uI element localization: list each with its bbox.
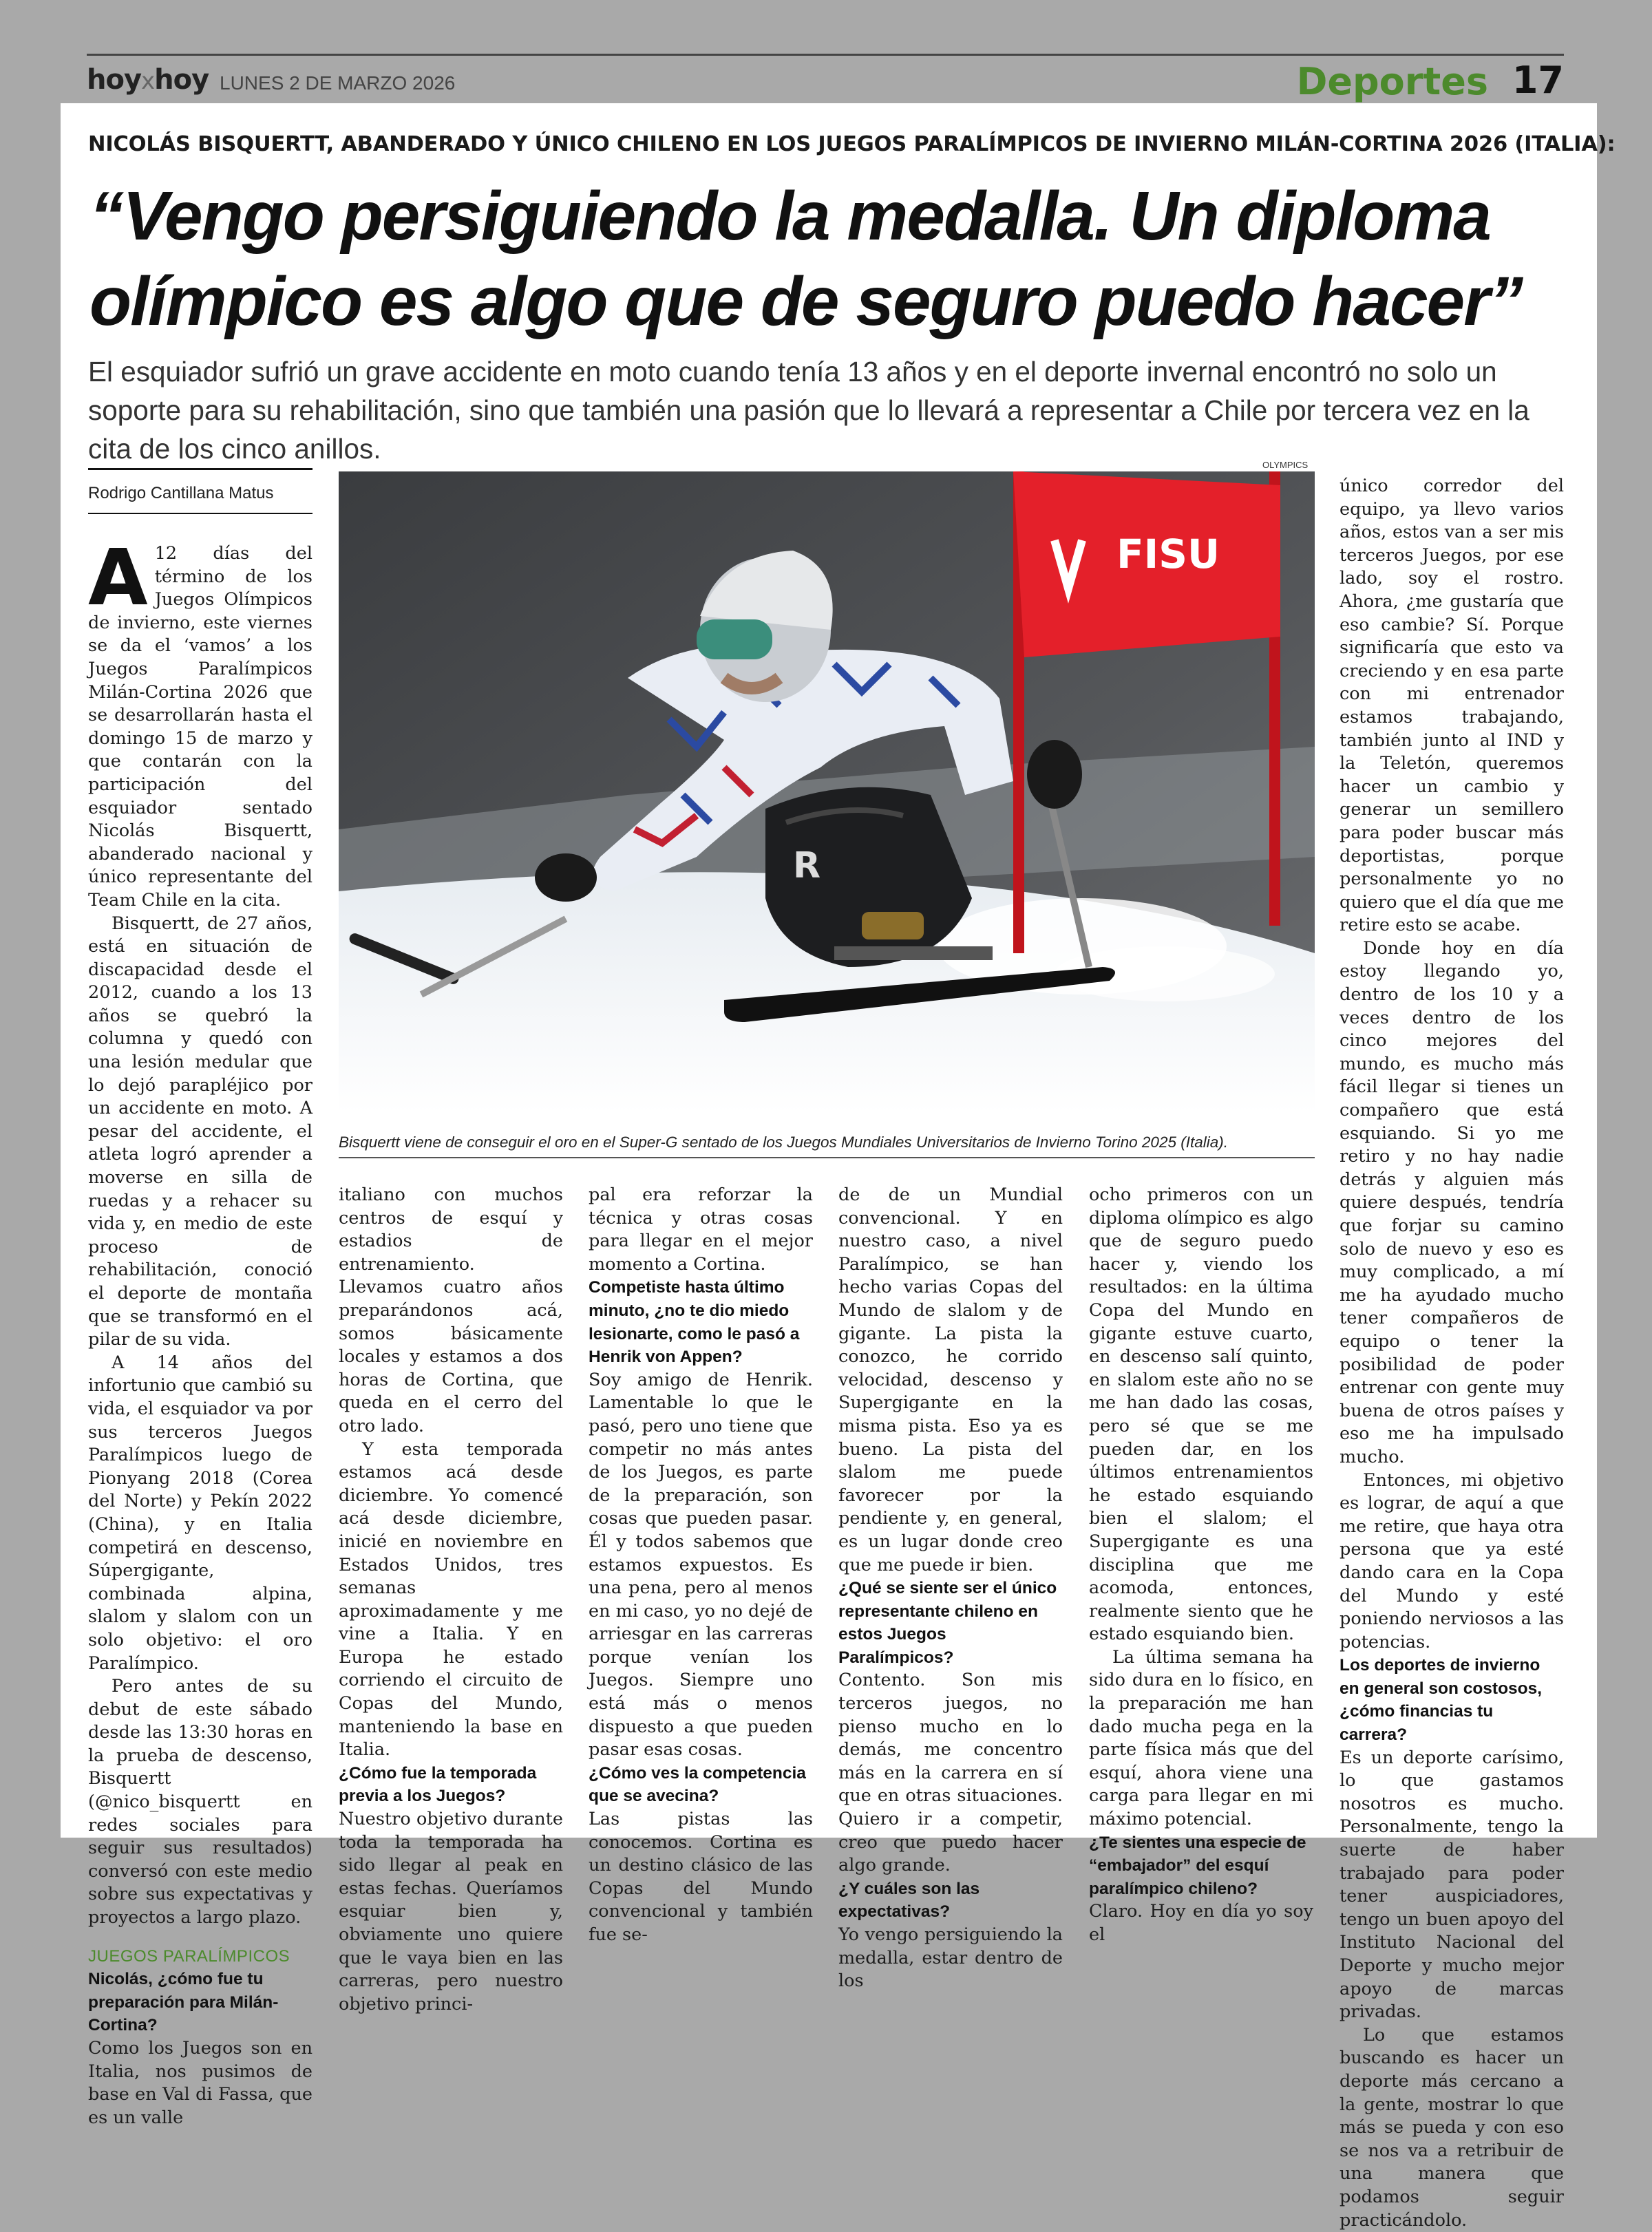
article-column-6 bbox=[1339, 475, 1564, 2232]
article-kicker: NICOLÁS BISQUERTT, ABANDERADO Y ÚNICO CHILENO EN LOS JUEGOS PARALÍMPICOS DE INVIERNO MILÁN-CORTINA 2026 (ITALIA): bbox=[88, 132, 1616, 156]
interview-question: ¿Te sientes una especie de “embajador” del esquí paralímpico chileno? bbox=[1089, 1833, 1306, 1898]
paragraph: italiano con muchos centros de esquí y estadios de entrenamiento. Llevamos cuatro años preparándonos acá, somos básicamente locales y estamos a dos horas de Cortina, que queda en el cerro del otro lado. bbox=[339, 1184, 563, 1436]
photo-caption: Bisquertt viene de conseguir el oro en el Super-G sentado de los Juegos Mundiales Universitarios de Invierno Torino 2025 (Italia). bbox=[339, 1134, 1315, 1158]
paragraph: ocho primeros con un diploma olímpico es algo que de seguro puedo hacer y, viendo los resultados: en la última Copa del Mundo en gigante estuve cuarto, en descenso salí quinto, en slalom este año no se me han dado las cosas, pero sé que se me pueden dar, en los últimos entrenamientos he estado esquiando bien el slalom; el Supergigante es una disciplina que me acomoda, entonces, realmente siento que he estado esquiando bien. bbox=[1089, 1184, 1313, 1645]
section-title: Deportes bbox=[1296, 60, 1488, 103]
interview-question: Los deportes de invierno en general son costosos, ¿cómo financias tu carrera? bbox=[1339, 1656, 1543, 1745]
interview-answer: Como los Juegos son en Italia, nos pusimos de base en Val di Fassa, que es un valle bbox=[88, 2038, 313, 2128]
interview-answer: Claro. Hoy en día yo soy el bbox=[1089, 1901, 1313, 1945]
sit-skier-illustration bbox=[339, 471, 1315, 1113]
paragraph: Lo que estamos buscando es hacer un deporte más cercano a la gente, mostrar lo que más se pueda y con eso se nos va a retribuir de una manera que podamos seguir practicándolo. bbox=[1339, 2024, 1564, 2231]
interview-answer: Es un deporte carísimo, lo que gastamos nosotros es mucho. Personalmente, tengo la suerte de haber trabajado para poder tener auspiciadores, tengo un buen apoyo del Instituto Nacional del Deporte y mucho mejor apoyo de marcas privadas. bbox=[1339, 1747, 1564, 2023]
paragraph: pal era reforzar la técnica y otras cosas para llegar en el mejor momento a Cortina. bbox=[589, 1184, 813, 1275]
paragraph: Y esta temporada estamos acá desde diciembre. Yo comencé acá desde diciembre, inicié en noviembre en Estados Unidos, tres semanas aproximadamente y me vine a Italia. Y en Europa he estado corriendo el circuito de Copas del Mundo, manteniendo la base en Italia. bbox=[339, 1438, 563, 1761]
interview-question: Competiste hasta último minuto, ¿no te dio miedo lesionarte, como le pasó a Henrik von Appen? bbox=[589, 1278, 800, 1367]
interview-question: ¿Y cuáles son las expectativas? bbox=[838, 1879, 980, 1922]
article-photo bbox=[339, 471, 1315, 1113]
paragraph: Bisquertt, de 27 años, está en situación de discapacidad desde el 2012, cuando a los 13 años se quebró la columna y quedó con una lesión medular que lo dejó parapléjico por un accidente en moto. A pesar del accidente, el atleta logró aprender a moverse en silla de ruedas y a rehacer su vida y, en medio de este proceso de rehabilitación, conoció el deporte de montaña que se transformó en el pilar de su vida. bbox=[88, 913, 313, 1350]
interview-question: ¿Cómo fue la temporada previa a los Juegos? bbox=[339, 1763, 537, 1806]
photo-credit: OLYMPICS bbox=[1262, 460, 1309, 470]
paragraph: de de un Mundial convencional. Y en nuestro caso, a nivel Paralímpico, se han hecho varias Copas del Mundo de slalom y de gigante. La pista la conozco, he corrido velocidad, descenso y Supergigante en la misma pista. Eso ya es bueno. La pista del slalom me puede favorecer por la pendiente y, en general, es un lugar donde creo que me puede ir bien. bbox=[838, 1184, 1063, 1575]
interview-question: ¿Cómo ves la competencia que se avecina? bbox=[589, 1763, 806, 1806]
interview-answer: Yo vengo persiguiendo la medalla, estar dentro de los bbox=[838, 1924, 1063, 1992]
paragraph: Donde hoy en día estoy llegando yo, dentro de los 10 y a veces dentro de los cinco mejores del mundo, es mucho más fácil llegar si tienes un compañero que está esquiando. Si yo me retiro y no hay nadie detrás y alguien más quiere después, tendría que forjar su camino solo de nuevo y eso es muy complicado, a mí me ha ayudado mucho tener compañeros de equipo o tener la posibilidad de poder entrenar con gente muy buena de otros países y eso me ha impulsado mucho. bbox=[1339, 937, 1564, 1467]
interview-answer: Las pistas las conocemos. Cortina es un destino clásico de las Copas del Mundo convencional y también fue se- bbox=[589, 1809, 813, 1945]
article-dek: El esquiador sufrió un grave accidente en moto cuando tenía 13 años y en el deporte invernal encontró no solo un soporte para su rehabilitación, sino que también una pasión que lo llevará a representar a Chile por tercera vez en la cita de los cinco anillos. bbox=[88, 356, 1529, 465]
page-number: 17 bbox=[1512, 59, 1564, 102]
article-column-1 bbox=[88, 533, 313, 2129]
article-column-3 bbox=[589, 1184, 813, 1947]
interview-answer: Contento. Son mis terceros juegos, no pienso mucho en lo demás, me concentro más en la carrera en sí que en otras situaciones. Quiero ir a competir, creo que puedo hacer algo grande. bbox=[838, 1670, 1063, 1876]
paragraph: Pero antes de su debut de este sábado desde las 13:30 horas en la prueba de descenso, Bisquertt (@nico_bisquertt en redes sociales para seguir sus resultados) conversó con este medio sobre sus expectativas y proyectos a largo plazo. bbox=[88, 1676, 313, 1928]
paragraph: A 14 años del infortunio que cambió su vida, el esquiador va por sus terceros Juegos Paralímpicos luego de Pionyang 2018 (Corea del Norte) y Pekín 2022 (China), y en Italia competirá en descenso, Súpergigante, combinada alpina, slalom y slalom con un solo objetivo: el oro Paralímpico. bbox=[88, 1352, 313, 1674]
newspaper-logo: hoyxhoy bbox=[87, 64, 209, 96]
svg-text:R: R bbox=[793, 845, 821, 886]
issue-date: LUNES 2 DE MARZO 2026 bbox=[220, 72, 456, 94]
section-tag: JUEGOS PARALÍMPICOS bbox=[88, 1946, 290, 1966]
article-headline: “Vengo persiguiendo la medalla. Un diploma olímpico es algo que de seguro puedo hacer” bbox=[89, 178, 1523, 340]
drop-cap: A bbox=[88, 533, 148, 623]
interview-answer: Nuestro objetivo durante toda la temporada ha sido llegar al peak en estas fechas. Queríamos esquiar bien y, obviamente uno quiere que le vaya bien en las carreras, pero nuestro objetivo princi- bbox=[339, 1809, 563, 2015]
interview-question: ¿Qué se siente ser el único representante chileno en estos Juegos Paralímpicos? bbox=[838, 1579, 1057, 1667]
paragraph: 12 días del término de los Juegos Olímpicos de invierno, este viernes se da el ‘vamos’ a los Juegos Paralímpicos Milán-Cortina 2026 que se desarrollarán hasta el domingo 15 de marzo y que contarán con la participación del esquiador sentado Nicolás Bisquertt, abanderado nacional y único representante del Team Chile en la cita. bbox=[88, 543, 313, 911]
paragraph: único corredor del equipo, ya llevo varios años, estos van a ser mis terceros Juegos, por ese lado, soy el rostro. Ahora, ¿me gustaría que eso cambie? Sí. Porque significaría que esto va creciendo y en esa parte con mi entrenador estamos trabajando, también junto al IND y la Teletón, queremos hacer un cambio y generar un semillero para poder buscar más deportistas, porque personalmente yo no quiero que el día que me retire esto se acabe. bbox=[1339, 476, 1564, 936]
article-column-5 bbox=[1089, 1184, 1313, 1947]
article-column-4 bbox=[838, 1184, 1063, 1993]
author-byline: Rodrigo Cantillana Matus bbox=[88, 468, 313, 514]
svg-text:FISU: FISU bbox=[1116, 531, 1220, 577]
interview-answer: Soy amigo de Henrik. Lamentable lo que le pasó, pero uno tiene que competir no más antes de los Juegos, es parte de la preparación, son cosas que pueden pasar. Él y todos sabemos que estamos expuestos. Es una pena, pero al menos en mi caso, yo no dejé de arriesgar en las carreras porque venían los Juegos. Siempre uno está más o menos dispuesto a que pueden pasar esas cosas. bbox=[589, 1369, 813, 1761]
page-header bbox=[87, 54, 1564, 102]
interview-question: Nicolás, ¿cómo fue tu preparación para Milán-Cortina? bbox=[88, 1970, 279, 2035]
paragraph: Entonces, mi objetivo es lograr, de aquí a que me retire, que haya otra persona que ya esté dando cara en la Copa del Mundo y esté poniendo nerviosos a las potencias. bbox=[1339, 1469, 1564, 1652]
article-column-2 bbox=[339, 1184, 563, 2016]
paragraph: La última semana ha sido dura en lo físico, en la preparación me han dado mucha pega en la parte física más que del esquí, ahora viene una carga para llegar en mi máximo potencial. bbox=[1089, 1646, 1313, 1830]
